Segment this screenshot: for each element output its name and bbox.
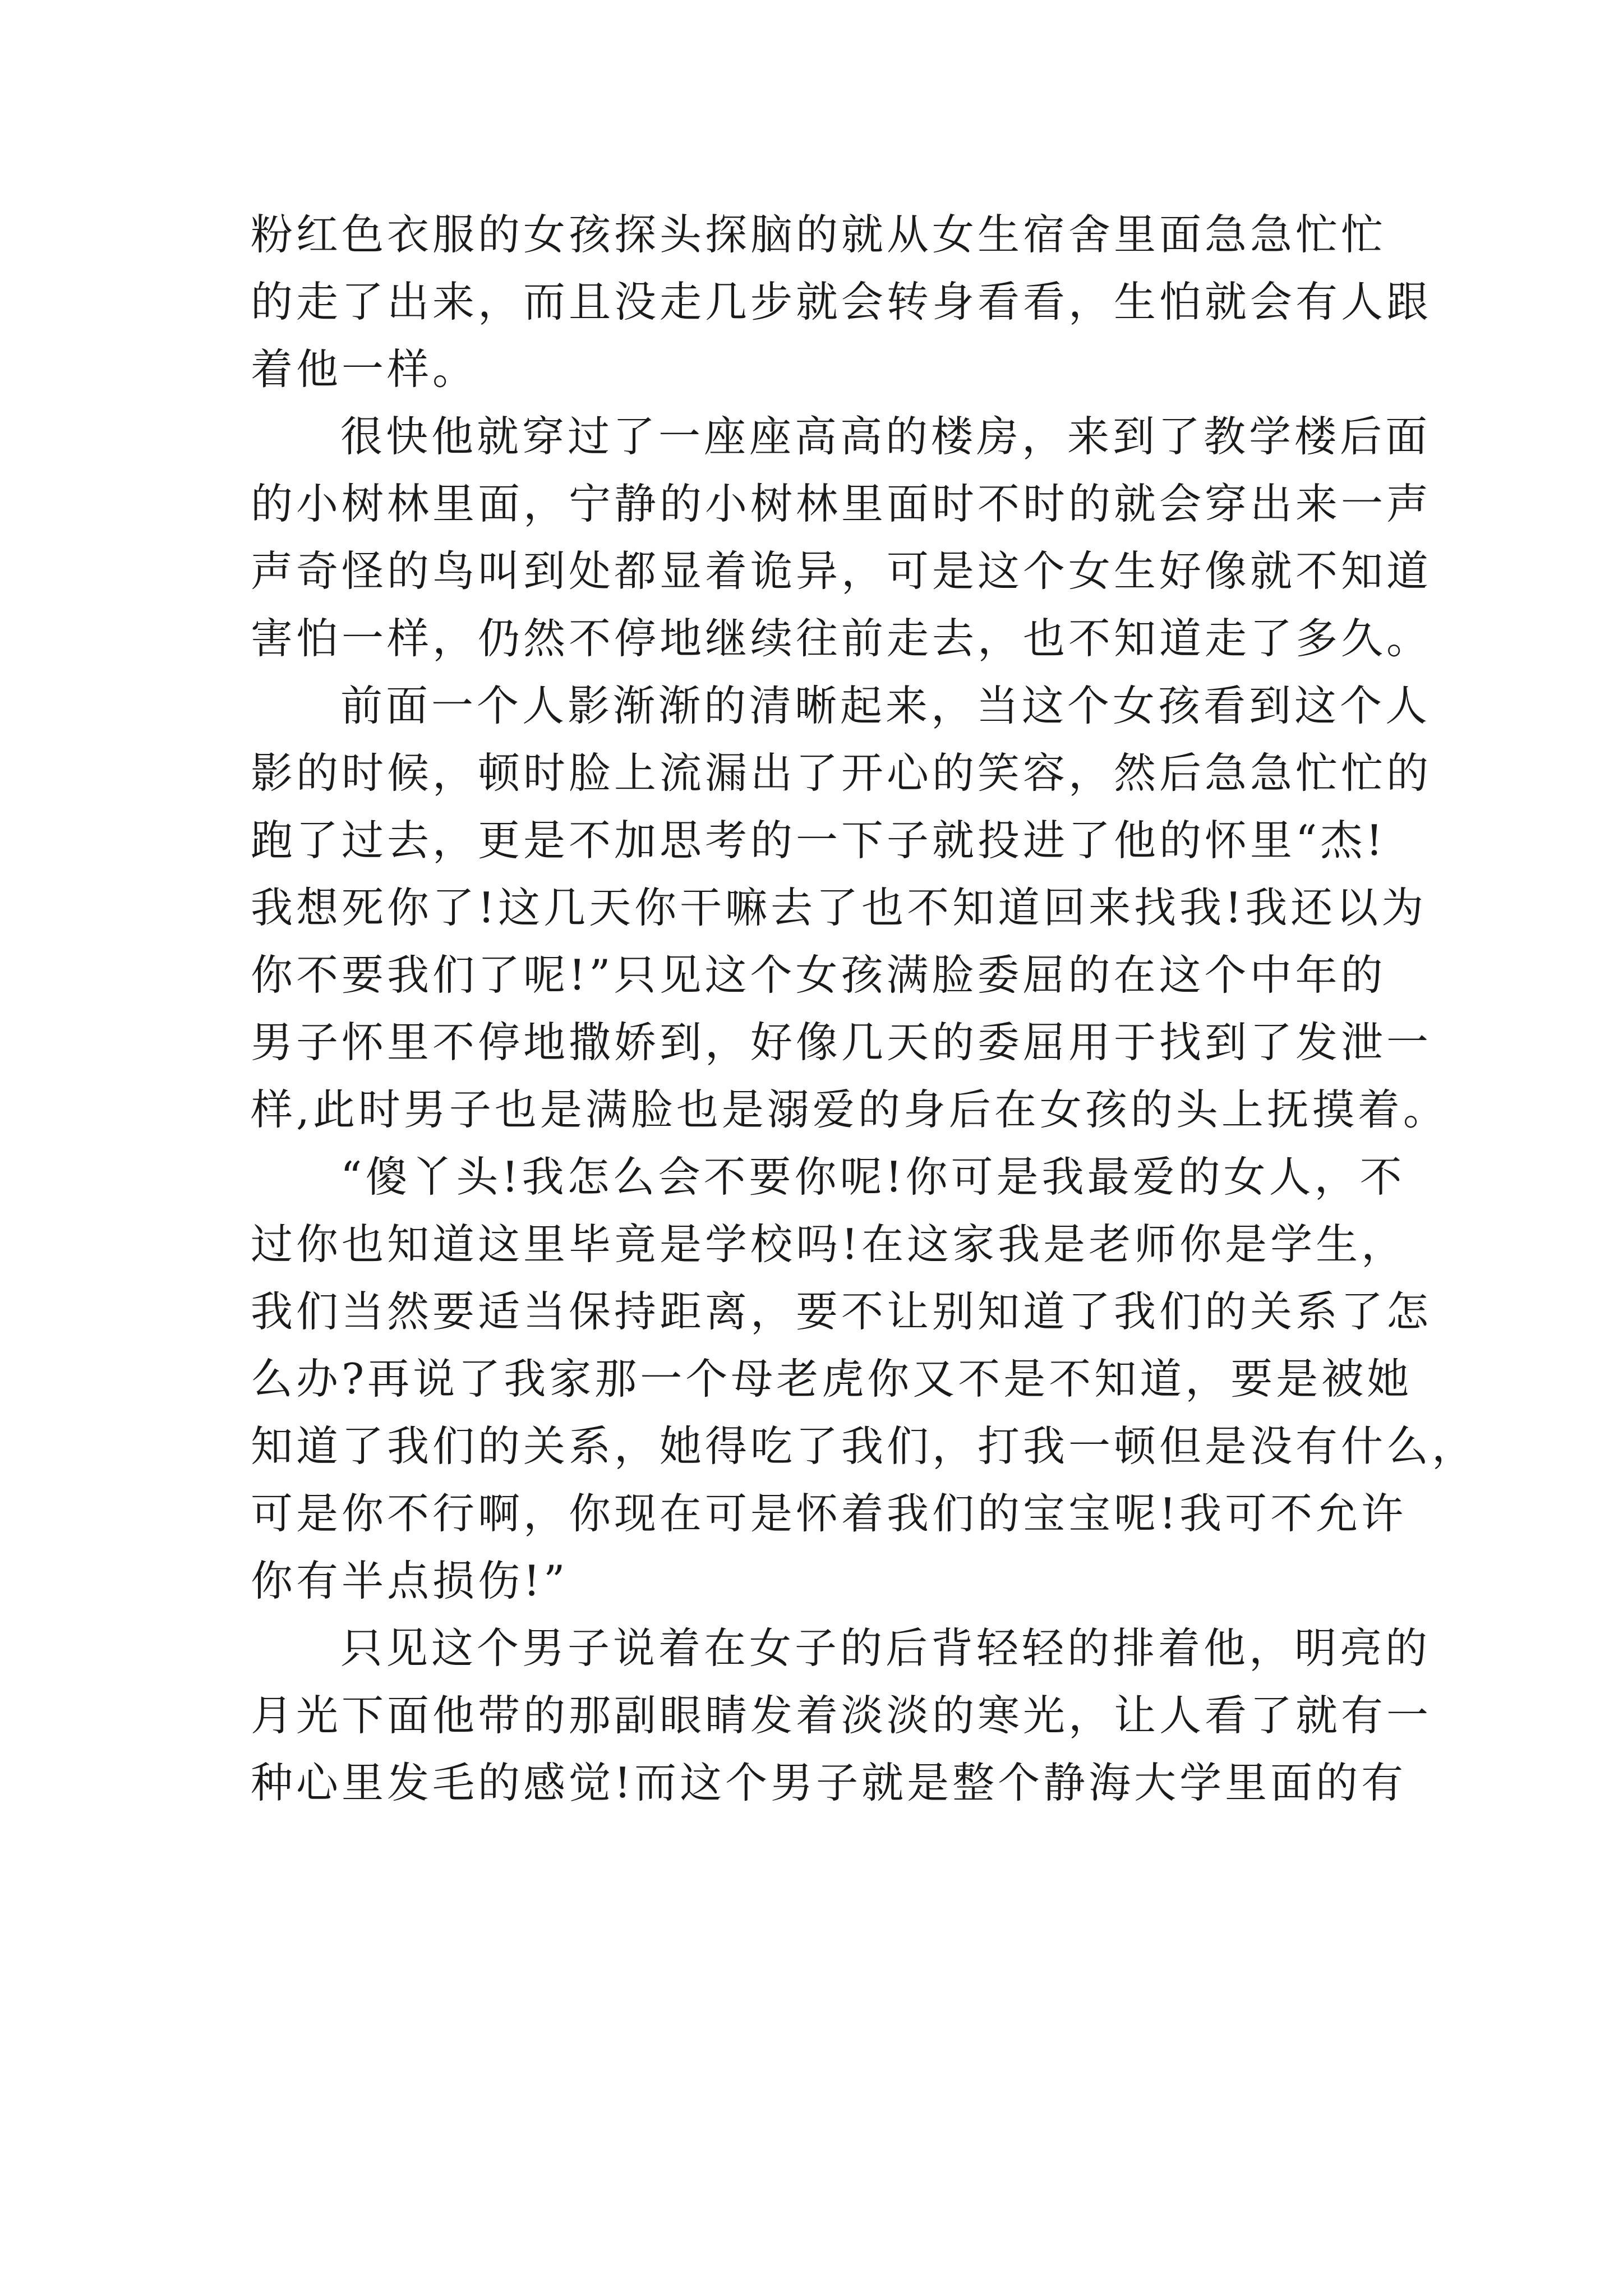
text-line: 的小树林里面，宁静的小树林里面时不时的就会穿出来一声 (251, 479, 1432, 528)
text-line: 过你也知道这里毕竟是学校吗!在这家我是老师你是学生， (251, 1220, 1407, 1269)
text-line: 很快他就穿过了一座座高高的楼房，来到了教学楼后面 (340, 412, 1431, 461)
text-line: 你不要我们了呢!”只见这个女孩满脸委屈的在这个中年的 (251, 950, 1386, 1000)
text-line: 样,此时男子也是满脸也是溺爱的身后在女孩的头上抚摸着。 (251, 1085, 1449, 1134)
text-line: 前面一个人影渐渐的清晰起来，当这个女孩看到这个人 (340, 681, 1431, 730)
text-line: 声奇怪的鸟叫到处都显着诡异，可是这个女生好像就不知道 (251, 546, 1432, 596)
text-line: 的走了出来，而且没走几步就会转身看看，生怕就会有人跟 (251, 277, 1432, 326)
text-line: 你有半点损伤!” (251, 1556, 569, 1605)
text-line: 知道了我们的关系，她得吃了我们，打我一顿但是没有什么， (251, 1421, 1478, 1471)
text-line: 粉红色衣服的女孩探头探脑的就从女生宿舍里面急急忙忙 (251, 210, 1387, 259)
text-line: 跑了过去，更是不加思考的一下子就投进了他的怀里“杰! (251, 816, 1386, 865)
text-line: 我们当然要适当保持距离，要不让别知道了我们的关系了怎 (251, 1287, 1432, 1336)
text-line: 影的时候，顿时脸上流漏出了开心的笑容，然后急急忙忙的 (251, 748, 1432, 798)
text-line: 可是你不行啊，你现在可是怀着我们的宝宝呢!我可不允许 (251, 1489, 1407, 1538)
text-line: 男子怀里不停地撒娇到，好像几天的委屈用于找到了发泄一 (251, 1018, 1432, 1067)
text-line: 月光下面他带的那副眼睛发着淡淡的寒光，让人看了就有一 (251, 1691, 1432, 1740)
text-line: 只见这个男子说着在女子的后背轻轻的排着他，明亮的 (340, 1623, 1431, 1673)
text-line: 着他一样。 (251, 344, 478, 394)
body-text (251, 201, 1478, 1816)
text-line: 么办?再说了我家那一个母老虎你又不是不知道，要是被她 (251, 1354, 1413, 1404)
text-line: “傻丫头!我怎么会不要你呢!你可是我最爱的女人，不 (340, 1152, 1405, 1202)
text-line: 种心里发毛的感觉!而这个男子就是整个静海大学里面的有 (251, 1758, 1407, 1807)
text-line: 我想死你了!这几天你干嘛去了也不知道回来找我!我还以为 (251, 883, 1427, 932)
text-line: 害怕一样，仍然不停地继续往前走去，也不知道走了多久。 (251, 614, 1432, 663)
